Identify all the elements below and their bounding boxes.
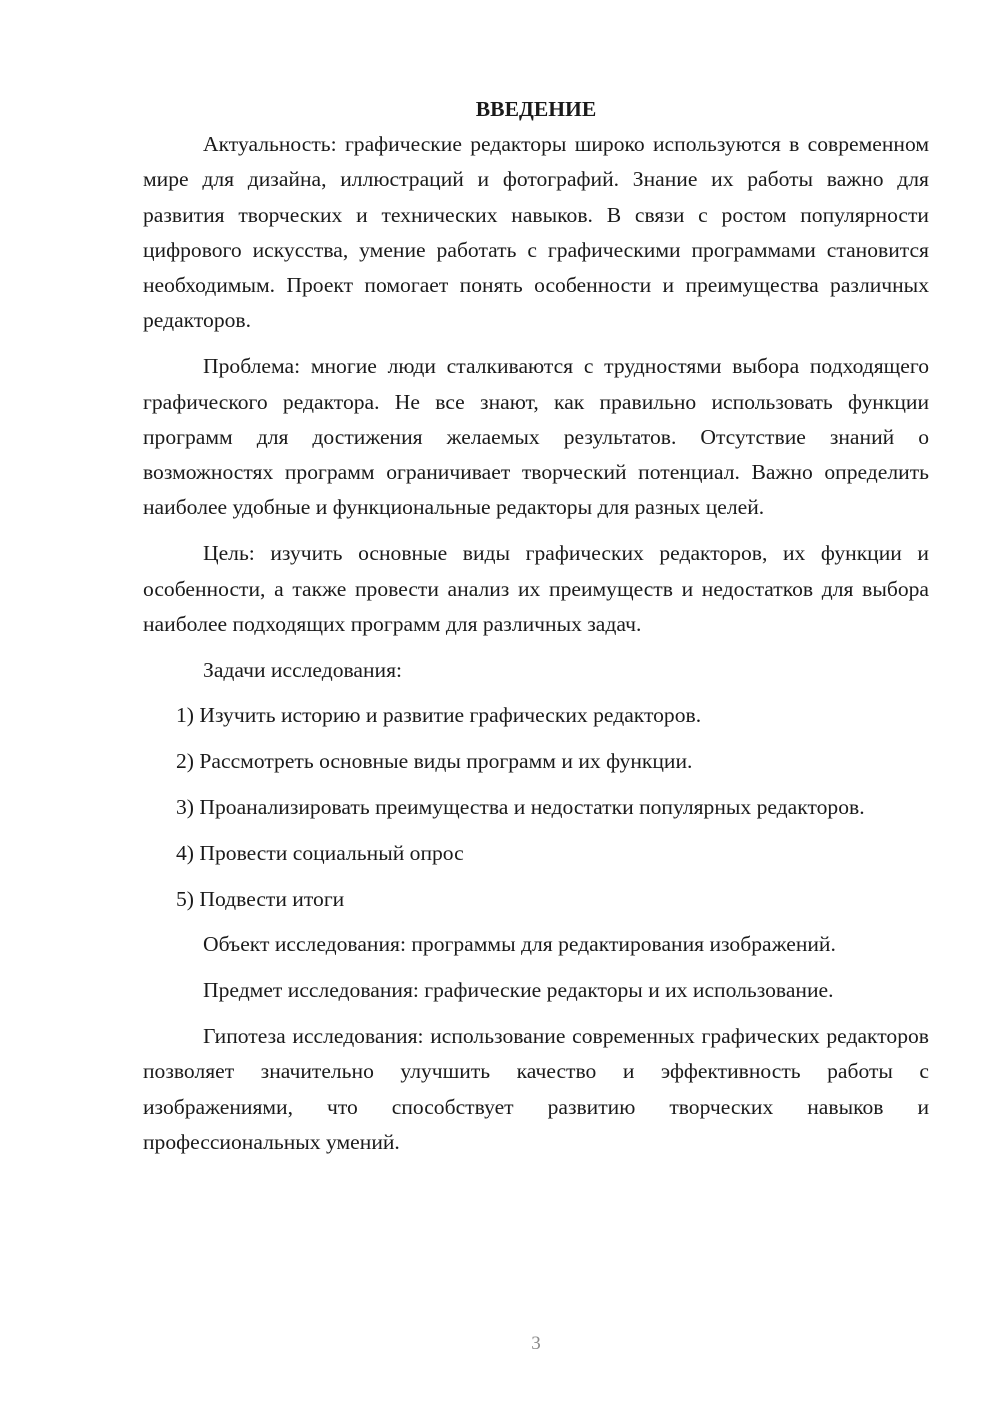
paragraph-goal: Цель: изучить основные виды графических редакторов, их функции и особенности, а также провести анализ их преимуществ и недостатков для выбора наиболее подходящих программ для различных задач. — [143, 541, 929, 636]
paragraph-relevance: Актуальность: графические редакторы широко используются в современном мире для дизайна, иллюстраций и фотографий. Знание их работы важно для развития творческих и технических навыков. В связи с ростом популярности цифрового искусства, умение работать с графическими программами становится необходимым. Проект помогает понять особенности и преимущества различных редакторов. — [143, 132, 929, 333]
tasks-heading: Задачи исследования: — [203, 657, 403, 682]
page-title: ВВЕДЕНИЕ — [475, 97, 597, 121]
task-item-5: 5) Подвести итоги — [176, 886, 345, 911]
paragraph-hypothesis: Гипотеза исследования: использование современных графических редакторов позволяет значительно улучшить качество и эффективность работы с изображениями, что способствует развитию творческих навыков и профессиональных умений. — [143, 1024, 929, 1154]
paragraph-problem: Проблема: многие люди сталкиваются с трудностями выбора подходящего графического редактора. Не все знают, как правильно использовать функции программ для достижения желаемых результатов. Отсутствие знаний о возможностях программ ограничивает творческий потенциал. Важно определить наиболее удобные и функциональные редакторы для разных целей. — [143, 354, 929, 520]
paragraph-subject: Предмет исследования: графические редакторы и их использование. — [203, 978, 834, 1003]
task-item-3: 3) Проанализировать преимущества и недостатки популярных редакторов. — [176, 795, 865, 820]
task-item-4: 4) Провести социальный опрос — [176, 840, 464, 865]
page-content — [143, 92, 929, 1160]
paragraph-object: Объект исследования: программы для редактирования изображений. — [203, 932, 836, 957]
task-item-2: 2) Рассмотреть основные виды программ и их функции. — [176, 749, 693, 774]
page-number: 3 — [531, 1333, 541, 1354]
task-item-1: 1) Изучить историю и развитие графических редакторов. — [176, 703, 702, 728]
